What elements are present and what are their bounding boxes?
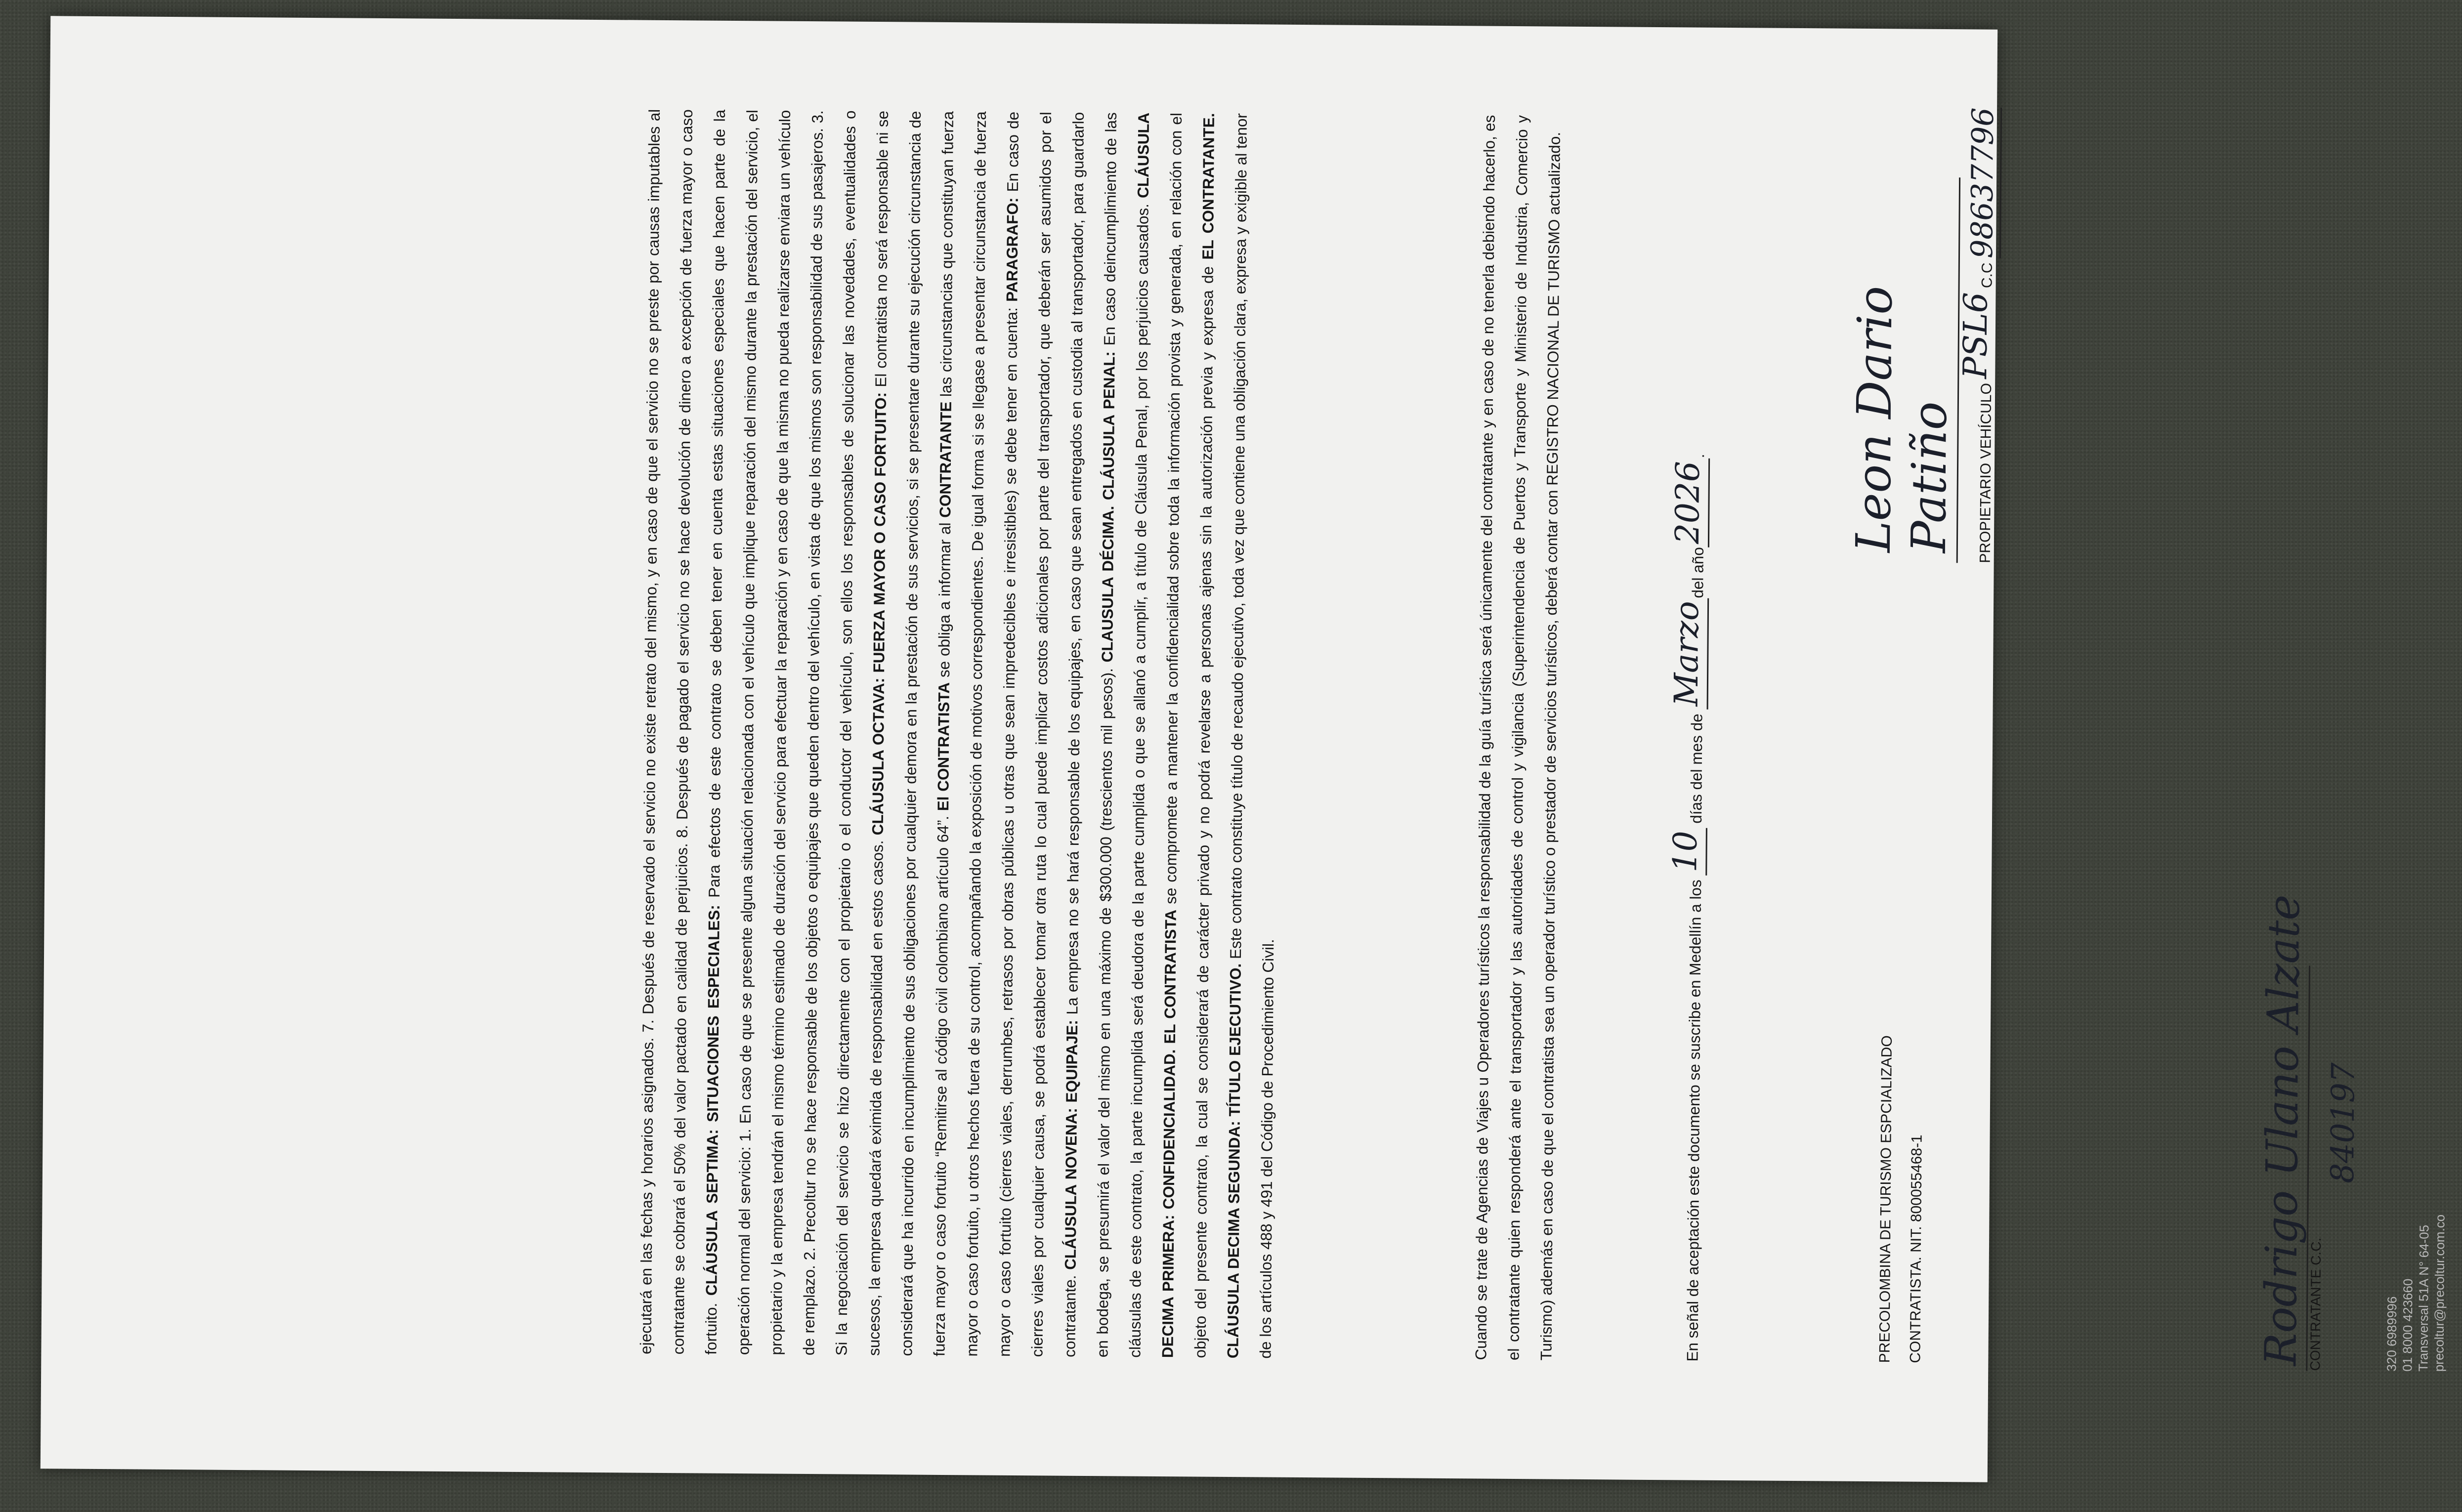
footer-address: Transversal 51A N° 64-05 xyxy=(2416,1224,2432,1372)
acceptance-line xyxy=(1666,116,1712,1362)
owner-signature: Leon Dario Patiño xyxy=(1846,177,1960,563)
clause-heading: CONTRATANTE xyxy=(936,401,955,518)
year-value: 2026 xyxy=(1668,461,1707,545)
clause-heading: El CONTRATISTA xyxy=(934,682,953,811)
acceptance-end: . xyxy=(1690,454,1708,459)
document-page xyxy=(41,16,2448,1482)
contratante-role: CONTRATANTE C.C. xyxy=(2307,1237,2324,1371)
contractor-nit: CONTRATISTA. NIT. 800055468-1 xyxy=(1907,1134,1925,1363)
footer-phone: 320 6989996 xyxy=(2384,1296,2400,1372)
clause-heading: CLÁUSULA OCTAVA: FUERZA MAYOR O CASO FORTUITO: xyxy=(868,392,890,836)
owner-role: PROPIETARIO VEHÍCULO xyxy=(1977,383,1995,563)
clause-heading: CLÁUSULA DECIMA PRIMERA: CONFIDENCIALIDAD. EL CONTRATISTA xyxy=(1134,112,1180,1358)
contratante-id-number: 840197 xyxy=(2324,1062,2362,1183)
owner-role-line xyxy=(1956,107,2002,563)
acceptance-middle: días del mes de xyxy=(1687,714,1706,824)
clause-text: se obliga a informar al xyxy=(934,517,954,682)
clause-text: En caso deincumplimiento de las cláusulas de este contrato, la parte incumplida será deudora de la parte cumplida o que se allanó a cumplir, a título de Cláusula Penal, por los perjuicios causados. xyxy=(1100,112,1152,1358)
month-value: Marzo xyxy=(1667,601,1706,707)
clause-text: Este contrato constituye título de recaudo ejecutivo, toda vez que contiene una obligación clara, expresa y exigible al tenor de los artículos 488 y 491 del Código de Procedimiento Civil. xyxy=(1226,113,1277,1359)
owner-cc-label: C.C xyxy=(1979,262,1995,289)
footer-phone-toll-free: 01 8000 423660 xyxy=(2400,1278,2416,1372)
clause-heading: EL CONTRATANTE. CLÁUSULA DECIMA SEGUNDA: TÍTULO EJECUTIVO. xyxy=(1198,113,1244,1359)
clause-text: las circunstancias que constituyan fuerza mayor o caso fortuito, u otros hechos fuera de su control, acompañando la exposición de motivos correspondientes. De igual forma si se llegase a presentar circunstancia de fuerza mayor o caso fortuito (cierres viales, derrumbes, retrasos por obras públicas u otras que sean impredecibles e irresistibles) se debe tener en cuenta: xyxy=(936,111,1021,1357)
day-field xyxy=(1666,828,1707,875)
contractor-name: PRECOLOMBINA DE TURISMO ESPCIALIZADO xyxy=(1876,1035,1895,1363)
contratante-signature: Rodrigo Ulano Alzate xyxy=(2255,966,2310,1371)
owner-signature-block xyxy=(1845,107,2002,563)
contract-clauses-paragraph xyxy=(629,109,1290,1359)
contractor-block xyxy=(1869,1035,1933,1363)
tourist-guide-paragraph: Cuando se trate de Agencias de Viajes u Operadores turísticos la responsabilidad de la guía turística será únicamente del contratante y en caso de no tenerla debiendo hacerlo, es el contratante quien responderá ante el transportador y las autoridades de control y vigilancia (Superintendencia de Puertos y Transporte y Ministerio de Industria, Comercio y Turismo) además en caso de que el contratista sea un operador turístico o prestador de servicios turísticos, deberá contar con REGISTRO NACIONAL DE TURISMO actualizado. xyxy=(1472,115,1564,1361)
clause-heading: PARAGRAFO: xyxy=(1003,197,1021,302)
clause-heading: CLÁUSULA SEPTIMA: SITUACIONES ESPECIALES: xyxy=(702,905,723,1296)
clause-heading: CLAUSULA DÉCIMA. CLÁUSULA PENAL: xyxy=(1098,351,1118,663)
clause-text: El contratista no será responsable ni se considerará que ha incurrido en incumplimiento de sus obligaciones por cualquier demora en la prestación de sus servicios, si se presentare durante su ejecución circunstancia de fuerza mayor o caso fortuito “Remitirse al código civil colombiano artículo 64”. xyxy=(872,110,952,1357)
day-value: 10 xyxy=(1666,831,1704,873)
clause-text: se compromete a mantener la confidencialidad sobre toda la información provista y generada, en relación con el objeto del presente contrato, la cual se considerará de carácter privado y no podrá revelarse a personas ajenas sin la autorización previa y expresa de xyxy=(1161,113,1217,1358)
footer-email: precoltur@precoltur.com.co xyxy=(2431,1214,2448,1372)
clause-text: En caso de cierres viales por cualquier causa, se podrá establecer tomar otra ruta lo cual puede implicar costos adicionales por parte del transportador, que deberán ser asumidos por el contratante. xyxy=(1003,111,1079,1357)
vehicle-plate: PSL6 xyxy=(1956,292,1995,379)
clause-heading: CLÁUSULA NOVENA: EQUIPAJE: xyxy=(1061,1019,1081,1270)
clause-text: La empresa no se hará responsable de los equipajes, en caso que sean entregados en custodia al transportador, para guardarlo en bodega, se presumirá el valor del mismo en una máximo de $300.000 (trescientos mil pesos). xyxy=(1063,112,1116,1358)
clause-text: Para efectos de este contrato se deben tener en cuenta estas situaciones especiales que hacen parte de la operación normal del servicio: 1. En caso de que se presente alguna situación relacionada con el vehículo que implique reparación del mismo durante la prestación del servicio, el propietario y la empresa tendrán el mismo término estimado de duración del servicio para efectuar la reparación y en caso de que la misma no pueda realizarse enviara un vehículo de remplazo. 2. Precoltur no se hace responsable de los objetos o equipajes que queden dentro del vehículo, en vista de que los mismos son responsabilidad de sus pasajeros. 3. Si la negociación del servicio se hizo directamente con el propietario o el conductor del vehículo, son ellos los responsables de solucionar las novedades, eventualidades o sucesos, la empresa quedará eximida de responsabilidad en estos casos. xyxy=(705,109,887,1356)
contract-document xyxy=(525,44,2462,1461)
acceptance-prefix: En señal de aceptación este documento se suscribe en Medellín a los xyxy=(1683,880,1705,1362)
owner-id-number: 98637796 xyxy=(1965,107,2002,258)
contratante-signature-block xyxy=(2255,894,2363,1371)
footer-contact xyxy=(2383,1214,2448,1372)
year-field xyxy=(1668,458,1710,547)
clause-text: ejecutará en las fechas y horarios asignados. 7. Después de reservado el servicio no existe retrato del mismo, y en caso de que el servicio no se preste por causas imputables al contratante se cobrará el 50% del valor pactado en calidad de perjuicios. 8. Después de pagado el servicio no se hace devolución de dinero a excepción de fuerza mayor o caso fortuito. xyxy=(637,109,721,1355)
year-label: del año xyxy=(1689,547,1707,598)
month-field xyxy=(1667,598,1709,709)
